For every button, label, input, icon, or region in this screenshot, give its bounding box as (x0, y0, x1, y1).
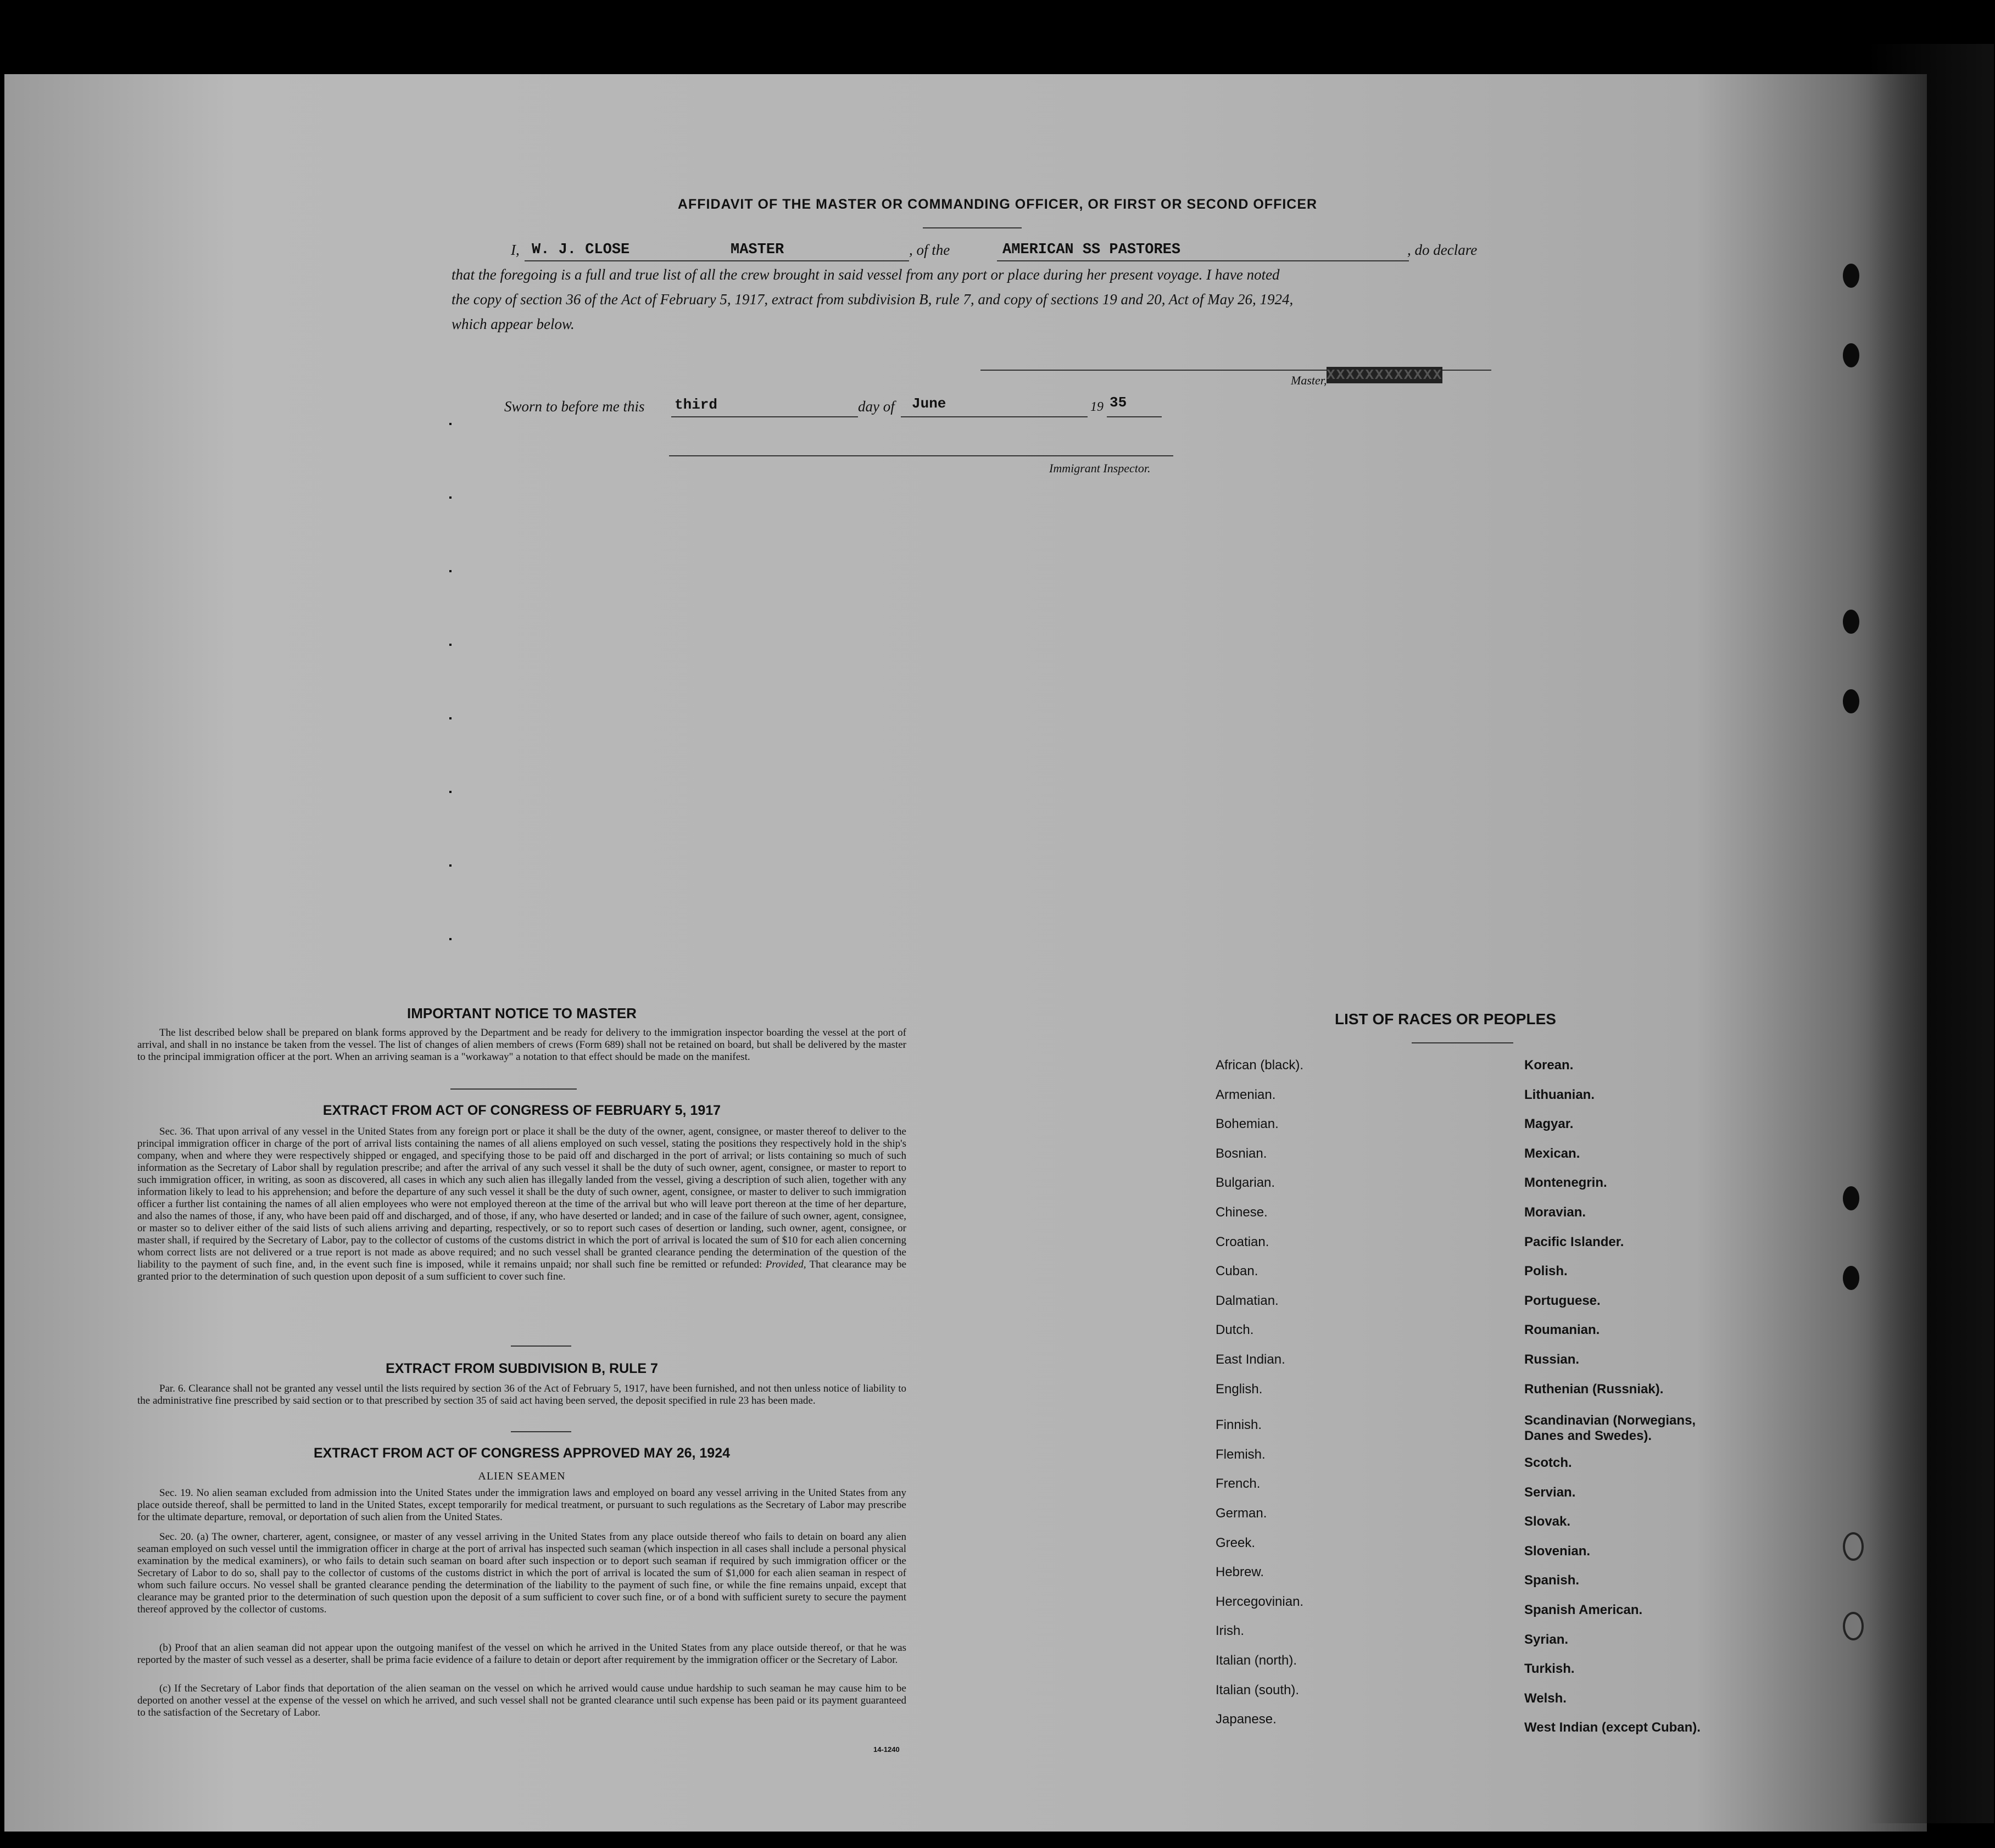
extract-1924-subtitle: ALIEN SEAMEN (478, 1470, 566, 1482)
inspector-label: Immigrant Inspector. (1049, 461, 1151, 475)
year-suffix: 35 (1110, 394, 1127, 411)
year-line (1107, 416, 1162, 417)
punch-hole (1843, 343, 1859, 367)
race-entry: Cuban. (1216, 1264, 1258, 1279)
extract-1924-title: EXTRACT FROM ACT OF CONGRESS APPROVED MAY 26, 1924 (313, 1445, 731, 1461)
affidavit-body-line-2: the copy of section 36 of the Act of February 5, 1917, extract from subdivision B, rule 7, and copy of sections 19 and 20, Act of May 26, 1924, (452, 291, 1294, 308)
rule (511, 1345, 571, 1347)
extract-1917-title: EXTRACT FROM ACT OF CONGRESS OF FEBRUARY 5, 1917 (322, 1103, 721, 1118)
notice-title: IMPORTANT NOTICE TO MASTER (407, 1005, 637, 1021)
struck-out-text: XXXXXXXXXXXX (1327, 367, 1443, 383)
proviso-text: That clearance may be granted prior to the determination of such question upon deposit of a sum sufficient to cover such fine. (137, 1259, 907, 1282)
sworn-day-line (671, 416, 858, 417)
master-name: W. J. CLOSE (532, 242, 630, 258)
race-entry: Chinese. (1216, 1205, 1268, 1220)
notice-text: The list described below shall be prepared on blank forms approved by the Department and be ready for delivery to the immigration inspector boarding the vessel at the port of arrival, and shall in no instance be taken from the vessel. The list of changes of alien members of crews (Form 689) shall not be retained on board, but shall be delivered by the master to the principal immigration officer at the port. When an arriving seaman is a "workaway" a notation to that effect should be made on the manifest. (137, 1027, 906, 1063)
race-entry: Russian. (1524, 1352, 1580, 1367)
race-entry: English. (1216, 1381, 1263, 1397)
race-entry: Spanish American. (1524, 1603, 1643, 1617)
race-entry: Irish. (1216, 1623, 1245, 1639)
race-entry: African (black). (1216, 1058, 1304, 1073)
subdivision-b-text: Par. 6. Clearance shall not be granted any vessel until the lists required by section 36 of the Act of February 5, 1917, have been furnished, and not then unless notice of liability to the administrative fine prescribed by said section or to that prescribed by section 35 of said act having been served, the deposit specified in rule 23 has been made. (137, 1383, 906, 1406)
race-entry: Danes and Swedes). (1524, 1428, 1652, 1443)
punch-hole (1843, 610, 1859, 634)
margin-ticks (449, 423, 452, 994)
punch-hole (1843, 264, 1859, 288)
race-entry: Scandinavian (Norwegians, (1524, 1413, 1696, 1428)
punch-hole (1843, 1266, 1859, 1290)
race-entry: Portuguese. (1524, 1293, 1601, 1308)
master-rank: MASTER (731, 242, 784, 258)
race-entry: Greek. (1216, 1535, 1256, 1550)
race-entry: Bohemian. (1216, 1116, 1279, 1132)
race-entry: Flemish. (1216, 1447, 1266, 1462)
name-line (525, 260, 909, 261)
proviso-label: Provided, (765, 1259, 806, 1270)
section-20a-text: Sec. 20. (a) The owner, charterer, agent, consignee, or master of any vessel arriving in the United States from any place outside thereof who fails to detain on board any alien seaman employed on such vessel until the immigration officer in charge at the port of arrival has inspected such seaman (which inspection in all cases shall include a personal physical examination by the medical examiners), or who fails to detain such seaman on board after such inspection or to deport such seaman if required by such immigration officer or the Secretary of Labor to do so, shall pay to the collector of customs of the customs district in which the port of arrival is located the sum of $1,000 for each alien seaman in respect of whom such failure occurs. No vessel shall be granted clearance pending the determination of the liability to the payment of such fine, or while the fine remains unpaid, except that clearance may be granted prior to the determination of such question upon the deposit of a sum sufficient to cover such fine, or of a bond with sufficient surety to secure the payment thereof approved by the collector of customs. (137, 1531, 906, 1615)
race-entry: Spanish. (1524, 1573, 1580, 1588)
race-entry: Dutch. (1216, 1322, 1254, 1338)
sworn-label: Sworn to before me this (504, 398, 645, 415)
race-entry: Welsh. (1524, 1690, 1567, 1706)
race-entry: Slovak. (1524, 1514, 1571, 1529)
punch-hole (1843, 1612, 1864, 1640)
race-entry: Mexican. (1524, 1146, 1580, 1161)
race-entry: Korean. (1524, 1058, 1574, 1073)
extract-1917-text (137, 1126, 906, 1283)
year-prefix: 19 (1090, 400, 1104, 414)
race-entry: East Indian. (1216, 1352, 1285, 1367)
race-entry: Ruthenian (Russniak). (1524, 1381, 1664, 1397)
inspector-signature-line (669, 455, 1173, 456)
race-entry: Bulgarian. (1216, 1175, 1275, 1191)
affidavit-pre-name: I, (511, 242, 520, 258)
vessel-name: AMERICAN SS PASTORES (1002, 242, 1181, 258)
of-the-label: , of the (909, 242, 950, 258)
master-signature-label: Master, (1291, 373, 1327, 387)
race-entry: Montenegrin. (1524, 1175, 1607, 1191)
section-label: Sec. 36. (159, 1126, 193, 1137)
race-entry: Scotch. (1524, 1455, 1572, 1470)
race-entry: Bosnian. (1216, 1146, 1267, 1161)
race-entry: German. (1216, 1506, 1267, 1521)
sworn-day: third (675, 397, 718, 413)
race-entry: Hercegovinian. (1216, 1594, 1304, 1609)
rule (450, 1088, 577, 1090)
race-entry: French. (1216, 1476, 1261, 1492)
race-entry: Turkish. (1524, 1661, 1575, 1677)
page-edge-shadow (1868, 44, 1994, 1823)
race-entry: Roumanian. (1524, 1322, 1600, 1338)
rule (511, 1431, 571, 1432)
punch-hole (1843, 689, 1859, 713)
race-entry: Polish. (1524, 1264, 1568, 1279)
race-entry: West Indian (except Cuban). (1524, 1720, 1701, 1735)
punch-hole (1843, 1186, 1859, 1210)
race-entry: Finnish. (1216, 1417, 1262, 1433)
punch-hole (1843, 1532, 1864, 1561)
race-entry: Italian (south). (1216, 1682, 1300, 1698)
race-entry: Slovenian. (1524, 1543, 1591, 1559)
title-rule (923, 227, 1022, 228)
affidavit-body-line-3: which appear below. (452, 316, 575, 332)
races-title: LIST OF RACES OR PEOPLES (1335, 1010, 1556, 1028)
race-entry: Syrian. (1524, 1632, 1569, 1647)
race-entry: Servian. (1524, 1484, 1576, 1500)
affidavit-body-line-1: that the foregoing is a full and true list of all the crew brought in said vessel from any port or place during her present voyage. I have noted (452, 266, 1280, 283)
race-entry: Japanese. (1216, 1712, 1277, 1727)
race-entry: Italian (north). (1216, 1653, 1297, 1668)
day-of-label: day of (858, 398, 895, 415)
race-entry: Moravian. (1524, 1205, 1586, 1220)
race-entry: Dalmatian. (1216, 1293, 1279, 1308)
sworn-month-line (901, 416, 1088, 417)
do-declare-label: , do declare (1407, 242, 1478, 258)
vessel-line (997, 260, 1409, 261)
section-19-text: Sec. 19. No alien seaman excluded from admission into the United States under the immigration laws and employed on board any vessel arriving in the United States from any place outside thereof, shall be permitted to land in the United States, except temporarily for medical treatment, or pursuant to such regulations as the Secretary of Labor may prescribe for the ultimate departure, removal, or deportation of such alien from the United States. (137, 1487, 906, 1523)
races-title-rule (1412, 1042, 1513, 1043)
section-20c-text: (c) If the Secretary of Labor finds that deportation of the alien seaman on the vessel on which he arrived would cause undue hardship to such seaman he may cause him to be deported on another vessel at the expense of the vessel on which he arrived, and such vessel shall not be granted clearance until such expense has been paid or its payment guaranteed to the satisfaction of the Secretary of Labor. (137, 1683, 906, 1718)
race-entry: Lithuanian. (1524, 1087, 1595, 1102)
affidavit-title: AFFIDAVIT OF THE MASTER OR COMMANDING OFFICER, OR FIRST OR SECOND OFFICER (677, 197, 1318, 212)
form-number: 14-1240 (873, 1745, 900, 1754)
subdivision-b-title: EXTRACT FROM SUBDIVISION B, RULE 7 (386, 1361, 658, 1376)
race-entry: Armenian. (1216, 1087, 1276, 1102)
race-entry: Pacific Islander. (1524, 1234, 1624, 1249)
race-entry: Magyar. (1524, 1116, 1574, 1132)
race-entry: Croatian. (1216, 1234, 1269, 1249)
section-text: That upon arrival of any vessel in the United States from any foreign port or place it shall be the duty of the owner, agent, consignee, or master thereof to deliver to the principal immigration officer in charge of the port of arrival lists containing the names of all aliens employed on such vessel, stating the positions they respectively hold in the ship's company, when and where they were respectively shipped or engaged, and specifying those to be paid off and discharged in the port of arrival; or lists containing so much of such information as the Secretary of Labor shall by regulation prescribe; and after the arrival of any such vessel it shall be the duty of such owner, agent, consignee, or master to report to such immigration officer, in writing, as soon as discovered, all cases in which any such alien has illegally landed from the vessel, giving a description of such alien, together with any information likely to lead to his apprehension; and before the departure of any such vessel it shall be the duty of such owner, agent, consignee, or master to deliver to such immigration officer a further list containing the names of all alien employees who were not employed thereon at the time of the arrival but who will leave port thereon at the time of her departure, and also the names of those, if any, who have been paid off and discharged, and of those, if any, who have deserted or landed; and in case of the failure of such owner, agent, consignee, or master so to deliver either of the said lists of such aliens arriving and departing, respectively, or so to report such cases of desertion or landing, such owner, agent, consignee, or master shall, if required by the Secretary of Labor, pay to the collector of customs of the customs district in which the port of arrival is located the sum of $10 for each alien concerning whom correct lists are not delivered or a true report is not made as above required; and no such vessel shall be granted clearance pending the determination of the question of the liability to the payment of such fine, and, in the event such fine is imposed, while it remains unpaid; nor shall such fine be remitted or refunded: (137, 1126, 906, 1270)
sworn-month: June (912, 395, 946, 412)
race-entry: Hebrew. (1216, 1565, 1264, 1580)
section-20b-text: (b) Proof that an alien seaman did not appear upon the outgoing manifest of the vessel on which he arrived in the United States from any place outside thereof, or that he was reported by the master of such vessel as a deserter, shall be prima facie evidence of a failure to detain or deport after requirement by the immigration officer or the Secretary of Labor. (137, 1642, 906, 1666)
